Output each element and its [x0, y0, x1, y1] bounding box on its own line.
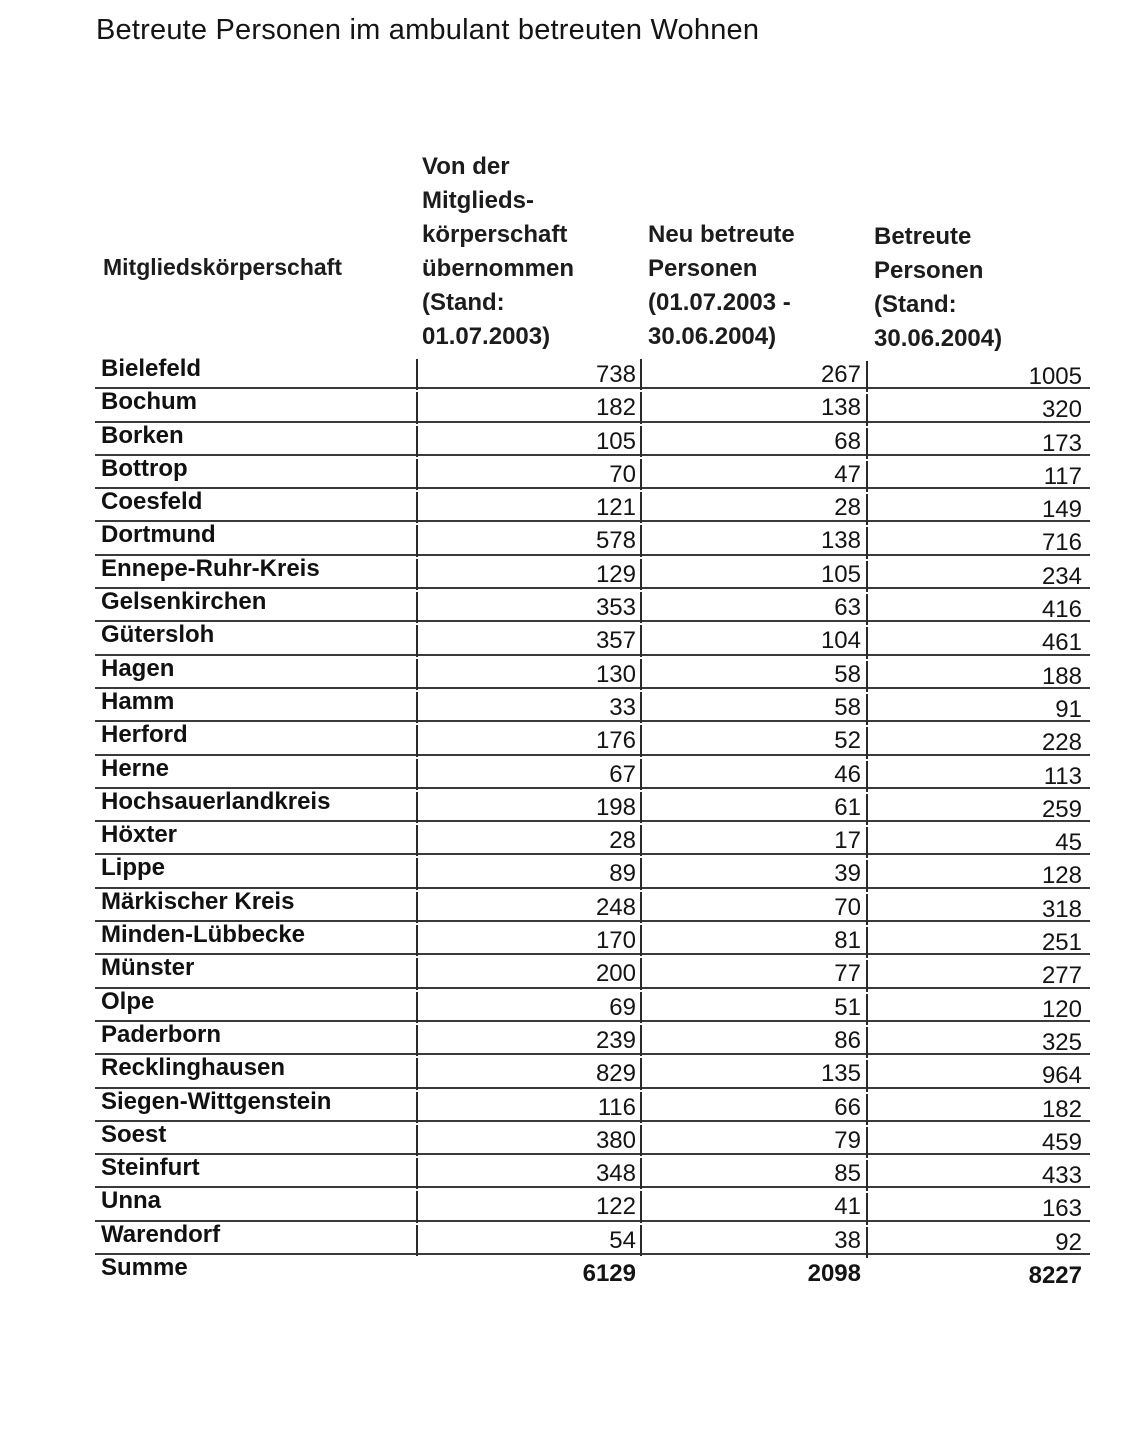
table-row — [95, 489, 1090, 522]
row-value-betreute: 45 — [866, 827, 1084, 858]
table-row — [95, 722, 1090, 755]
row-value-neu: 267 — [640, 359, 866, 390]
row-value-neu: 51 — [640, 992, 866, 1023]
row-name: Gütersloh — [101, 621, 215, 649]
header-neu-betreute — [648, 218, 795, 354]
row-value-uebernommen: 69 — [416, 992, 640, 1023]
row-value-betreute: 716 — [866, 527, 1084, 558]
table-row — [95, 1089, 1090, 1122]
row-value-neu: 85 — [640, 1158, 866, 1189]
table-row — [95, 389, 1090, 422]
table-row — [95, 756, 1090, 789]
row-value-betreute: 1005 — [866, 361, 1084, 392]
row-value-betreute: 188 — [866, 661, 1084, 692]
row-name: Hagen — [101, 654, 175, 682]
header-uebernommen — [422, 150, 574, 354]
sum-label: Summe — [101, 1254, 188, 1282]
table-row — [95, 922, 1090, 955]
row-name: Ennepe-Ruhr-Kreis — [101, 554, 320, 582]
row-value-neu: 52 — [640, 725, 866, 756]
row-value-betreute: 320 — [866, 394, 1084, 425]
header-line: (01.07.2003 - — [648, 289, 791, 316]
row-value-neu: 47 — [640, 459, 866, 490]
header-line: körperschaft — [422, 221, 568, 248]
header-line: Neu betreute — [648, 221, 795, 248]
sum-row — [95, 1255, 1090, 1289]
header-line: Personen — [648, 255, 758, 282]
row-value-betreute: 92 — [866, 1227, 1084, 1258]
row-value-betreute: 163 — [866, 1193, 1084, 1224]
row-value-neu: 66 — [640, 1092, 866, 1123]
row-name: Münster — [101, 954, 195, 982]
row-name: Steinfurt — [101, 1154, 200, 1182]
row-value-neu: 138 — [640, 525, 866, 556]
row-value-uebernommen: 738 — [416, 359, 640, 390]
row-value-betreute: 433 — [866, 1160, 1084, 1191]
row-value-neu: 81 — [640, 925, 866, 956]
sum-value-betreute: 8227 — [1028, 1262, 1082, 1290]
row-name: Lippe — [101, 854, 165, 882]
row-value-betreute: 459 — [866, 1127, 1084, 1158]
row-name: Olpe — [101, 987, 155, 1015]
row-value-betreute: 234 — [866, 561, 1084, 592]
row-name: Bielefeld — [101, 355, 202, 382]
row-value-uebernommen: 176 — [416, 725, 640, 756]
row-name: Soest — [101, 1120, 167, 1148]
header-line: (Stand: — [422, 289, 505, 316]
row-value-neu: 105 — [640, 559, 866, 590]
table-row — [95, 989, 1090, 1022]
row-name: Paderborn — [101, 1020, 222, 1048]
row-value-uebernommen: 357 — [416, 625, 640, 656]
row-value-betreute: 149 — [866, 494, 1084, 525]
header-line: 30.06.2004) — [648, 323, 777, 350]
row-value-neu: 38 — [640, 1225, 866, 1256]
row-value-betreute: 416 — [866, 594, 1084, 625]
table-header — [0, 150, 1132, 355]
header-mitgliedskoerperschaft — [103, 250, 342, 284]
row-value-uebernommen: 239 — [416, 1025, 640, 1056]
table-row — [95, 456, 1090, 489]
row-name: Herne — [101, 754, 170, 782]
row-value-betreute: 128 — [866, 860, 1084, 891]
table-row — [95, 1155, 1090, 1188]
table-row — [95, 589, 1090, 622]
row-value-betreute: 277 — [866, 960, 1084, 991]
row-value-uebernommen: 121 — [416, 492, 640, 523]
row-value-neu: 68 — [640, 426, 866, 457]
row-name: Bottrop — [101, 454, 188, 482]
row-value-neu: 135 — [640, 1058, 866, 1089]
row-value-neu: 63 — [640, 592, 866, 623]
header-line: Betreute — [874, 223, 972, 250]
row-name: Borken — [101, 421, 184, 449]
table-row — [95, 622, 1090, 655]
table-row — [95, 1122, 1090, 1155]
row-value-neu: 138 — [640, 392, 866, 423]
row-value-uebernommen: 105 — [416, 426, 640, 457]
row-value-neu: 70 — [640, 892, 866, 923]
table-row — [95, 822, 1090, 855]
row-value-uebernommen: 348 — [416, 1158, 640, 1189]
header-line: Mitglieds- — [422, 187, 534, 214]
row-value-betreute: 318 — [866, 894, 1084, 925]
table-row — [95, 1222, 1090, 1255]
row-value-uebernommen: 578 — [416, 525, 640, 556]
table-body — [95, 356, 1090, 1289]
row-value-neu: 39 — [640, 858, 866, 889]
header-line: Personen — [874, 257, 984, 284]
row-name: Märkischer Kreis — [101, 887, 295, 915]
row-value-betreute: 182 — [866, 1094, 1084, 1125]
row-value-neu: 104 — [640, 625, 866, 656]
row-value-betreute: 120 — [866, 994, 1084, 1025]
header-line: Mitgliedskörperschaft — [103, 254, 342, 280]
row-name: Höxter — [101, 821, 178, 849]
header-line: übernommen — [422, 255, 575, 282]
row-name: Recklinghausen — [101, 1054, 286, 1082]
row-name: Hamm — [101, 687, 175, 715]
header-line: 01.07.2003) — [422, 323, 551, 350]
sum-value-uebernommen: 6129 — [582, 1260, 636, 1288]
row-value-betreute: 964 — [866, 1060, 1084, 1091]
row-value-betreute: 325 — [866, 1027, 1084, 1058]
row-value-neu: 41 — [640, 1191, 866, 1222]
row-value-neu: 58 — [640, 659, 866, 690]
row-value-uebernommen: 170 — [416, 925, 640, 956]
table-row — [95, 556, 1090, 589]
row-name: Gelsenkirchen — [101, 588, 267, 616]
row-value-uebernommen: 130 — [416, 659, 640, 690]
row-value-betreute: 173 — [866, 428, 1084, 459]
row-name: Dortmund — [101, 521, 216, 549]
row-value-uebernommen: 248 — [416, 892, 640, 923]
table-row — [95, 955, 1090, 988]
row-value-uebernommen: 33 — [416, 692, 640, 723]
row-name: Siegen-Wittgenstein — [101, 1087, 332, 1115]
row-value-uebernommen: 200 — [416, 958, 640, 989]
header-line: 30.06.2004) — [874, 325, 1003, 352]
row-value-uebernommen: 67 — [416, 759, 640, 790]
row-value-uebernommen: 116 — [416, 1092, 640, 1123]
header-betreute-personen — [874, 220, 1002, 356]
row-value-uebernommen: 54 — [416, 1225, 640, 1256]
table-row — [95, 855, 1090, 888]
row-value-uebernommen: 70 — [416, 459, 640, 490]
row-value-uebernommen: 28 — [416, 825, 640, 856]
table-row — [95, 423, 1090, 456]
row-value-neu: 79 — [640, 1125, 866, 1156]
table-row — [95, 689, 1090, 722]
sum-value-neu: 2098 — [807, 1260, 861, 1288]
row-value-uebernommen: 829 — [416, 1058, 640, 1089]
row-name: Minden-Lübbecke — [101, 921, 306, 949]
row-value-uebernommen: 129 — [416, 559, 640, 590]
row-name: Herford — [101, 721, 188, 749]
row-name: Bochum — [101, 388, 197, 416]
row-value-betreute: 251 — [866, 927, 1084, 958]
row-value-uebernommen: 353 — [416, 592, 640, 623]
table-row — [95, 656, 1090, 689]
row-value-betreute: 228 — [866, 727, 1084, 758]
row-value-uebernommen: 122 — [416, 1191, 640, 1222]
row-value-neu: 58 — [640, 692, 866, 723]
row-name: Unna — [101, 1187, 161, 1215]
row-value-betreute: 91 — [866, 694, 1084, 725]
table-row — [95, 1055, 1090, 1088]
row-value-uebernommen: 89 — [416, 858, 640, 889]
header-line: (Stand: — [874, 291, 957, 318]
table-row — [95, 789, 1090, 822]
row-value-neu: 77 — [640, 958, 866, 989]
table-row — [95, 1188, 1090, 1221]
table-row — [95, 522, 1090, 555]
row-name: Warendorf — [101, 1220, 221, 1248]
table-row — [95, 1022, 1090, 1055]
row-name: Coesfeld — [101, 488, 203, 516]
row-value-uebernommen: 182 — [416, 392, 640, 423]
row-value-neu: 46 — [640, 759, 866, 790]
header-line: Von der — [422, 153, 510, 180]
row-value-betreute: 117 — [866, 461, 1084, 492]
row-value-betreute: 259 — [866, 794, 1084, 825]
row-value-neu: 61 — [640, 792, 866, 823]
row-value-uebernommen: 380 — [416, 1125, 640, 1156]
row-name: Hochsauerlandkreis — [101, 787, 331, 815]
document-title: Betreute Personen im ambulant betreuten Wohnen — [96, 14, 760, 46]
row-value-neu: 86 — [640, 1025, 866, 1056]
row-value-neu: 28 — [640, 492, 866, 523]
row-value-betreute: 113 — [866, 761, 1084, 792]
table-row — [95, 356, 1090, 389]
row-value-betreute: 461 — [866, 627, 1084, 658]
row-value-neu: 17 — [640, 825, 866, 856]
table-row — [95, 889, 1090, 922]
row-value-uebernommen: 198 — [416, 792, 640, 823]
